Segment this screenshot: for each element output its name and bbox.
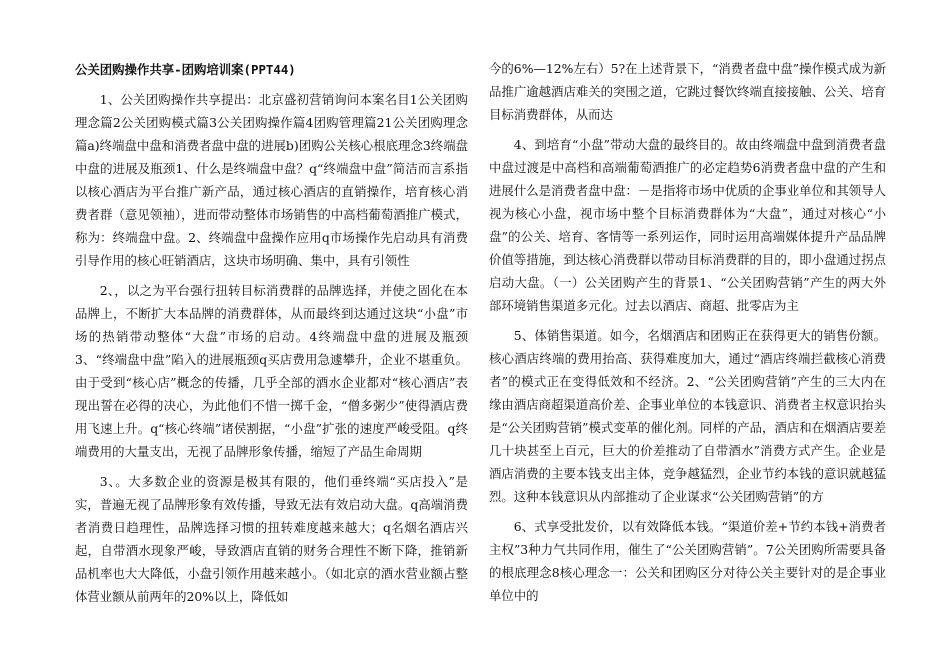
right-column xyxy=(489,57,886,614)
paragraph: 4、到培育“小盘”带动大盘的最终目的。故由终端盘中盘到消费者盘中盘过渡是中高档和高端葡萄酒推广的必定趋势6消费者盘中盘的产生和进展什么是消费者盘中盘：－是指将市场中优质的企事业单位和其领导人视为核心小盘，视市场中整个目标消费群体为“大盘”，通过对核心“小盘”的公关、培育、客情等一系列运作，同时运用高端媒体提升产品品牌价值等措施，到达核心消费群以带动目标消费群的目的，即小盘通过拐点启动大盘。（一）公关团购产生的背景1、“公关团购营销”产生的两大外部环境销售渠道多元化。过去以酒店、商超、批零店为主 xyxy=(489,137,886,313)
paragraph: 1、公关团购操作共享提出：北京盛初营销询问本案名目1公关团购理念篇2公关团购模式篇3公关团购操作篇4团购管理篇21公关团购理念篇a)终端盘中盘和消费者盘中盘的进展b)团购公关核心根底理念3终端盘中盘的进展及瓶颈1、什么是终端盘中盘？q“终端盘中盘”简洁而言系指以核心酒店为平台推广新产品，通过核心酒店的直销操作，培育核心消费者群（意见领袖），进而带动整体市场销售的中高档葡萄酒推广模式，称为：终端盘中盘。2、终端盘中盘操作应用q市场操作先启动具有消费引导作用的核心旺销酒店，这块市场明确、集中，具有引领性 xyxy=(75,92,468,268)
paragraph: 2、，以之为平台强行扭转目标消费群的品牌选择，并使之固化在本品牌上，不断扩大本品牌的消费群体，从而最终到达通过这块“小盘”市场的热销带动整体“大盘”市场的启动。4终端盘中盘的进展及瓶颈3、“终端盘中盘”陷入的进展瓶颈q买店费用急遽攀升，企业不堪重负。由于受到“核心店”概念的传播，几乎全部的酒水企业都对“核心酒店”表现出誓在必得的决心，为此他们不惜一掷千金，“僧多粥少”使得酒店费用飞速上升。q“核心终端”诸侯割据，“小盘”扩张的速度严峻受阻。q终端费用的大量支出，无视了品牌形象传播，缩短了产品生命周期 xyxy=(75,283,468,459)
left-column xyxy=(75,58,468,615)
document-title: 公关团购操作共享-团购培训案(PPT44) xyxy=(75,62,296,77)
paragraph: 6、式享受批发价，以有效降低本钱。“渠道价差+节约本钱+消费者主权”3种力气共同作用，催生了“公关团购营销”。7公关团购所需要具备的根底理念8核心理念一：公关和团购区分对待公关主要针对的是企事业单位中的 xyxy=(489,519,886,603)
paragraph-continued: 今的6%—12%左右）5?在上述背景下，“消费者盘中盘”操作模式成为新品推广逾越酒店难关的突围之道，它跳过餐饮终端直接接触、公关、培育目标消费群体，从而达 xyxy=(489,61,886,122)
paragraph: 5、体销售渠道。如今，名烟酒店和团购正在获得更大的销售份额。核心酒店终端的费用抬高、获得难度加大，通过“酒店终端拦截核心消费者”的模式正在变得低效和不经济。2、“公关团购营销”产生的三大内在缘由酒店商超渠道高价差、企事业单位的本钱意识、消费者主权意识抬头是“公关团购营销”模式变革的催化剂。同样的产品，酒店和在烟酒店要差几十块甚至上百元，巨大的价差推动了自带酒水”消费方式产生。企业是酒店消费的主要本钱支出主体，竞争越猛烈，企业节约本钱的意识就越猛烈。这种本钱意识从内部推动了企业谋求“公关团购营销”的方 xyxy=(489,328,886,504)
paragraph: 3、。大多数企业的资源是极其有限的，他们垂终端“买店投入”是实，普遍无视了品牌形象有效传播，导致无法有效启动大盘。q高端消费者消费日趋理性，品牌选择习惯的扭转难度越来越大；q名烟名酒店兴起，自带酒水现象严峻，导致酒店直销的财务合理性不断下降，推销新品机率也大大降低，小盘引领作用越来越小。（如北京的酒水营业额占整体营业额从前两年的20%以上，降低如 xyxy=(75,474,468,604)
